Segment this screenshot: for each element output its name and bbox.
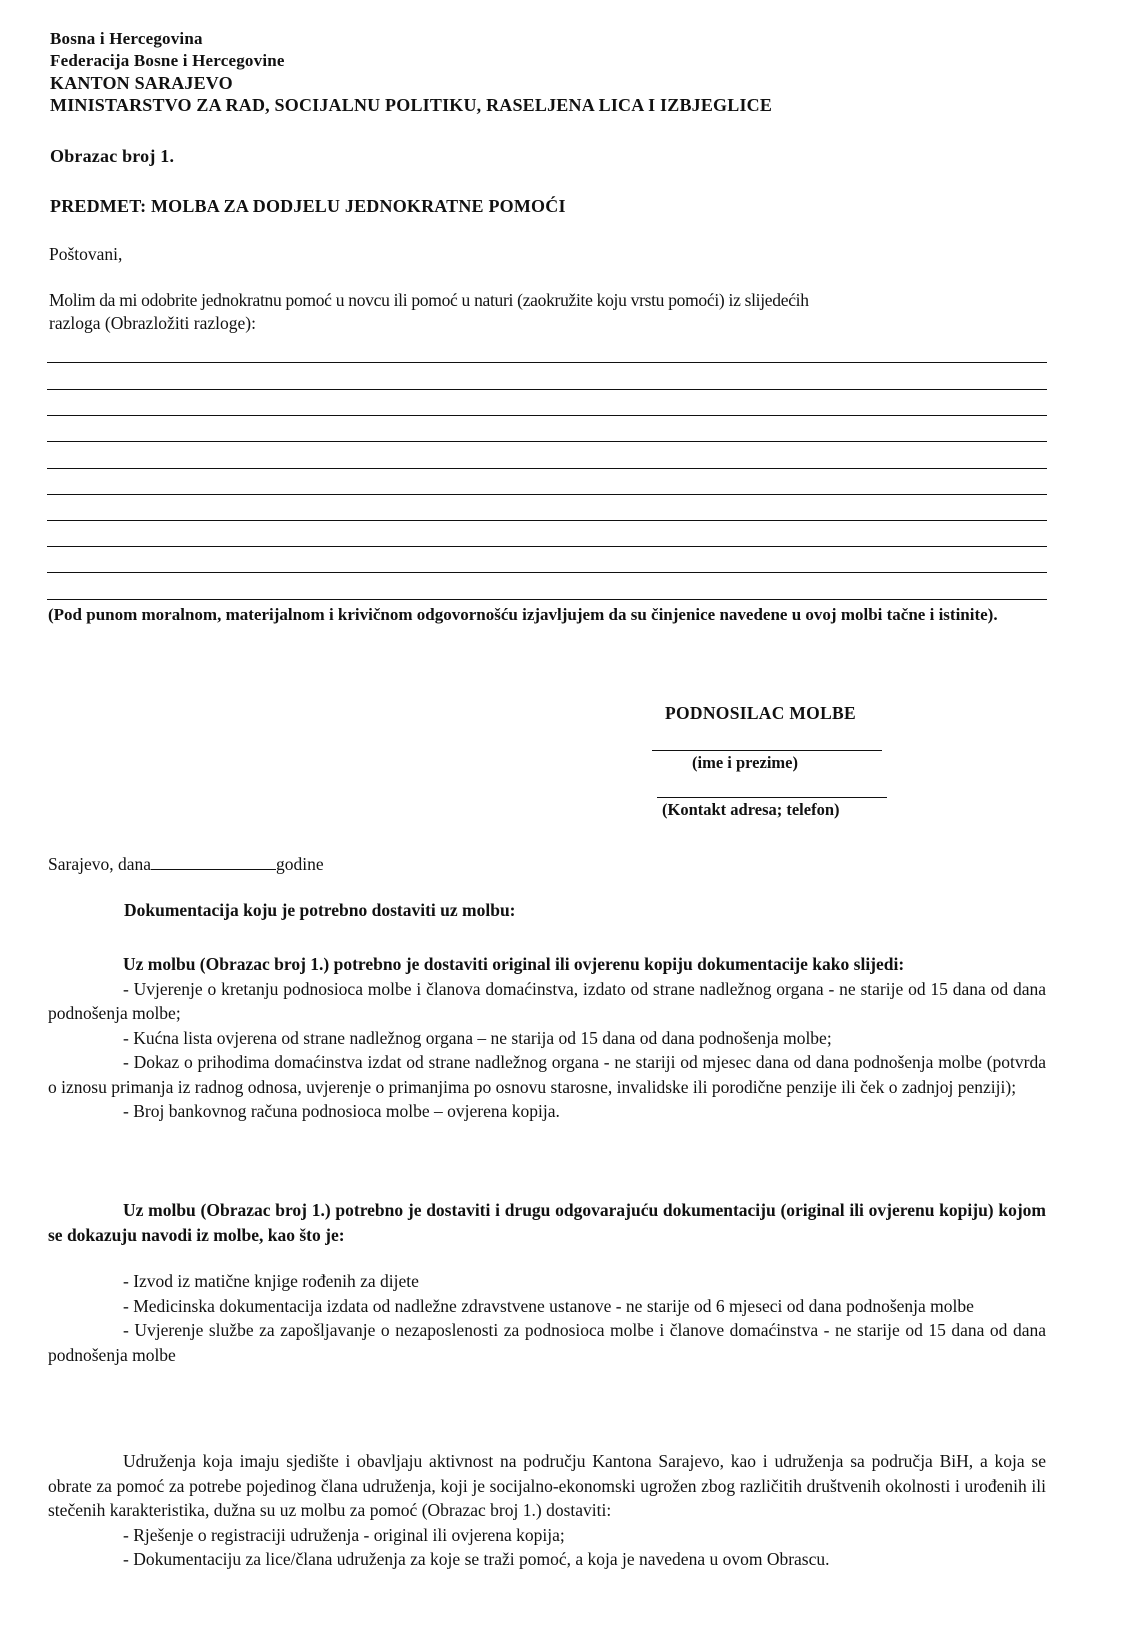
list-item: - Kućna lista ovjerena od strane nadležnog organa – ne starija od 15 dana od dana podnošenja molbe; xyxy=(123,1027,832,1048)
list-item: - Broj bankovnog računa podnosioca molbe – ovjerena kopija. xyxy=(123,1101,560,1121)
salutation: Poštovani, xyxy=(49,244,123,264)
signature-title: PODNOSILAC MOLBE xyxy=(665,703,857,723)
section-2 xyxy=(48,1198,1046,1367)
date-line xyxy=(48,854,324,875)
header-canton: KANTON SARAJEVO xyxy=(50,73,233,93)
header-ministry: MINISTARSTVO ZA RAD, SOCIJALNU POLITIKU, RASELJENA LICA I IZBJEGLICE xyxy=(50,95,773,115)
reason-line[interactable] xyxy=(47,362,1047,363)
name-signature-line[interactable] xyxy=(652,750,882,751)
reason-line[interactable] xyxy=(47,441,1047,442)
section-1-intro: Uz molbu (Obrazac broj 1.) potrebno je dostaviti original ili ovjerenu kopiju dokumentacije kako slijedi: xyxy=(123,954,905,974)
section-2-intro: Uz molbu (Obrazac broj 1.) potrebno je dostaviti i drugu odgovarajuću dokumentaciju (original ili ovjerenu kopiju) kojom se dokazuju navodi iz molbe, kao što je: xyxy=(48,1200,1046,1245)
header-federation: Federacija Bosne i Hercegovine xyxy=(50,51,285,70)
list-item: - Dokaz o prihodima domaćinstva izdat od strane nadležnog organa - ne stariji od mjesec dana od dana podnošenja molbe (potvrda o iznosu primanja iz radnog odnosa, uvjerenje o primanjima po osnovu starosne, invalidske ili porodične penzije ili ček o zadnjoj penziji); xyxy=(48,1052,1046,1097)
list-item: - Izvod iz matične knjige rođenih za dijete xyxy=(123,1271,419,1291)
reason-line[interactable] xyxy=(47,494,1047,495)
reason-line[interactable] xyxy=(47,546,1047,547)
form-number: Obrazac broj 1. xyxy=(50,146,175,166)
section-1 xyxy=(48,952,1046,1124)
contact-signature-line[interactable] xyxy=(657,797,887,798)
reason-line[interactable] xyxy=(47,572,1047,573)
reason-line[interactable] xyxy=(47,520,1047,521)
date-prefix: Sarajevo, dana xyxy=(48,854,152,874)
section-3 xyxy=(48,1449,1046,1572)
list-item: - Dokumentaciju za lice/člana udruženja za koje se traži pomoć, a koja je navedena u ovom Obrascu. xyxy=(123,1549,830,1569)
date-suffix: godine xyxy=(276,854,324,874)
list-item: - Uvjerenje o kretanju podnosioca molbe i članova domaćinstva, izdato od strane nadležnog organa - ne starije od 15 dana od dana podnošenja molbe; xyxy=(48,978,1046,1023)
reason-line[interactable] xyxy=(47,599,1047,600)
request-line-2: razloga (Obrazložiti razloge): xyxy=(49,313,256,333)
header-country: Bosna i Hercegovina xyxy=(50,29,203,48)
list-item: - Medicinska dokumentacija izdata od nadležne zdravstvene ustanove - ne starije od 6 mjeseci od dana podnošenja molbe xyxy=(123,1295,974,1316)
reason-line[interactable] xyxy=(47,389,1047,390)
list-item: - Rješenje o registraciji udruženja - original ili ovjerena kopija; xyxy=(123,1524,565,1545)
request-line-1: Molim da mi odobrite jednokratnu pomoć u novcu ili pomoć u naturi (zaokružite koju vrstu pomoći) iz slijedećih xyxy=(49,290,809,310)
date-field[interactable] xyxy=(151,854,276,870)
contact-label: (Kontakt adresa; telefon) xyxy=(662,800,840,819)
reason-line[interactable] xyxy=(47,468,1047,469)
list-item: - Uvjerenje službe za zapošljavanje o nezaposlenosti za podnosioca molbe i članove domaćinstva - ne starije od 15 dana od dana podnošenja molbe xyxy=(48,1320,1046,1365)
subject-line: PREDMET: MOLBA ZA DODJELU JEDNOKRATNE POMOĆI xyxy=(50,196,566,216)
documentation-heading: Dokumentacija koju je potrebno dostaviti uz molbu: xyxy=(124,900,516,920)
section-3-intro: Udruženja koja imaju sjedište i obavljaju aktivnost na području Kantona Sarajevo, kao i udruženja sa područja BiH, a koja se obrate za pomoć za potrebe pojedinog člana udruženja, koji je socijalno-ekonomski ugrožen zbog različitih društvenih okolnosti i urođenih ili stečenih karakteristika, dužna su uz molbu za pomoć (Obrazac broj 1.) dostaviti: xyxy=(48,1451,1046,1520)
name-label: (ime i prezime) xyxy=(692,753,798,772)
reason-line[interactable] xyxy=(47,415,1047,416)
declaration: (Pod punom moralnom, materijalnom i krivičnom odgovornošću izjavljujem da su činjenice navedene u ovoj molbi tačne i istinite). xyxy=(48,605,998,624)
